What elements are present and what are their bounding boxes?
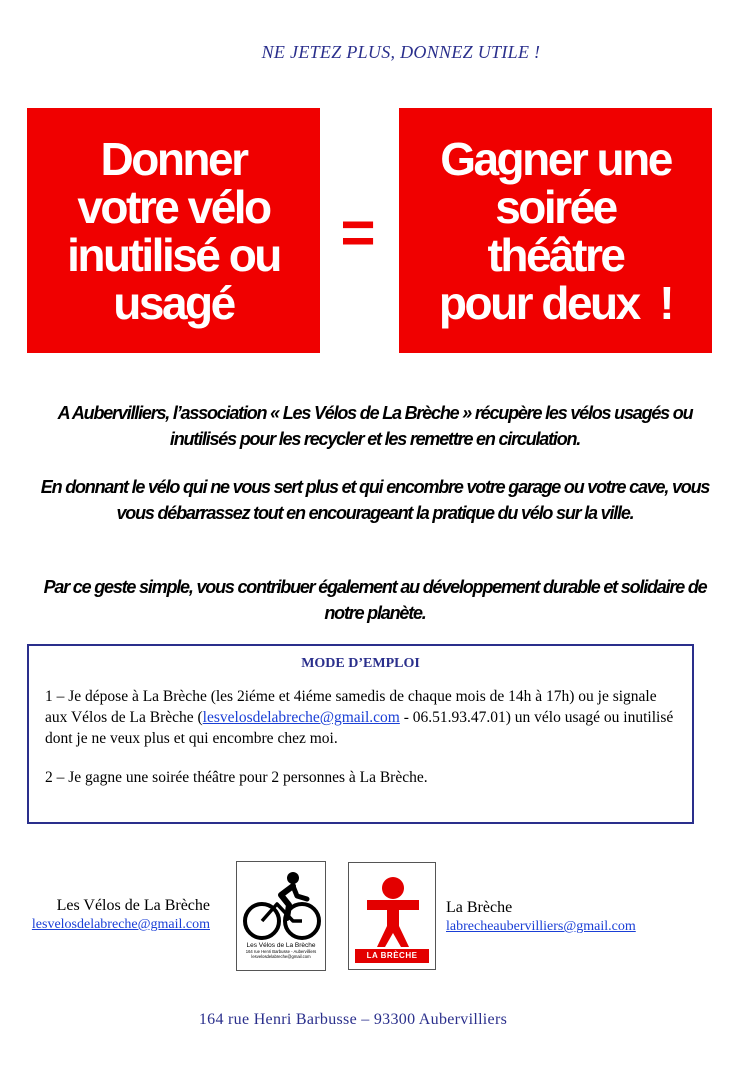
- velos-contact: [10, 896, 210, 934]
- step1-text-a: 1 – Je dépose à La Brèche (les 2iéme et 4iéme samedis de chaque mois de 14h à 17h) ou je signale aux Vélos de La Brèche (: [45, 688, 657, 726]
- intro-paragraph: A Aubervilliers, l’association « Les Vélos de La Brèche » récupère les vélos usagés ou inutilisés pour les recycler et les remettre en circulation.: [57, 403, 693, 449]
- person-figure-icon: [349, 863, 437, 949]
- win-line: pour deux !: [438, 276, 673, 329]
- instruction-step-2: 2 – Je gagne une soirée théâtre pour 2 personnes à La Brèche.: [45, 769, 428, 786]
- step1-text-b: - 06.51.93.47.01) un vélo usagé ou inutilisé dont je ne veux plus et qui encombre chez moi.: [45, 709, 674, 747]
- velos-logo-email: lesvelosdelabreche@gmail.com: [251, 954, 311, 959]
- breche-name: La Brèche: [446, 899, 513, 916]
- instructions-box: [27, 644, 694, 824]
- breche-email[interactable]: labrecheaubervilliers@gmail.com: [446, 919, 636, 934]
- breche-logo: [348, 862, 436, 970]
- donate-box: [27, 108, 320, 353]
- velos-email-link[interactable]: lesvelosdelabreche@gmail.com: [202, 709, 400, 726]
- sustainability-paragraph: Par ce geste simple, vous contribuer également au développement durable et solidaire de notre planète.: [43, 577, 707, 623]
- velos-logo-title: Les Vélos de La Brèche: [246, 942, 316, 949]
- donate-line: Donner: [100, 132, 247, 185]
- benefit-paragraph: En donnant le vélo qui ne vous sert plus et qui encombre votre garage ou votre cave, vous vous débarrassez tout en encourageant la pratique du vélo sur la ville.: [40, 477, 710, 523]
- instruction-step-1: [45, 686, 676, 749]
- donate-line: usagé: [113, 276, 234, 329]
- velos-logo-address: 164 rue Henri Barbusse - Aubervilliers: [245, 949, 317, 954]
- velos-logo: [236, 861, 326, 971]
- slogan: NE JETEZ PLUS, DONNEZ UTILE !: [261, 42, 541, 62]
- breche-logo-label: LA BRÈCHE: [355, 949, 429, 963]
- win-line: Gagner une: [440, 132, 671, 185]
- win-line: soirée: [495, 180, 616, 233]
- win-line: théâtre: [487, 228, 624, 281]
- equals-sign: =: [340, 199, 376, 266]
- velos-logo-caption: [237, 942, 325, 959]
- win-box: [399, 108, 712, 353]
- footer-address: 164 rue Henri Barbusse – 93300 Aubervilliers: [198, 1011, 508, 1028]
- velos-name: Les Vélos de La Brèche: [56, 897, 210, 914]
- donate-line: votre vélo: [77, 180, 270, 233]
- donate-line: inutilisé ou: [67, 228, 280, 281]
- instructions-title: MODE D’EMPLOI: [301, 656, 420, 671]
- breche-contact: [446, 898, 636, 936]
- velos-email[interactable]: lesvelosdelabreche@gmail.com: [31, 917, 210, 932]
- cyclist-icon: [237, 862, 325, 942]
